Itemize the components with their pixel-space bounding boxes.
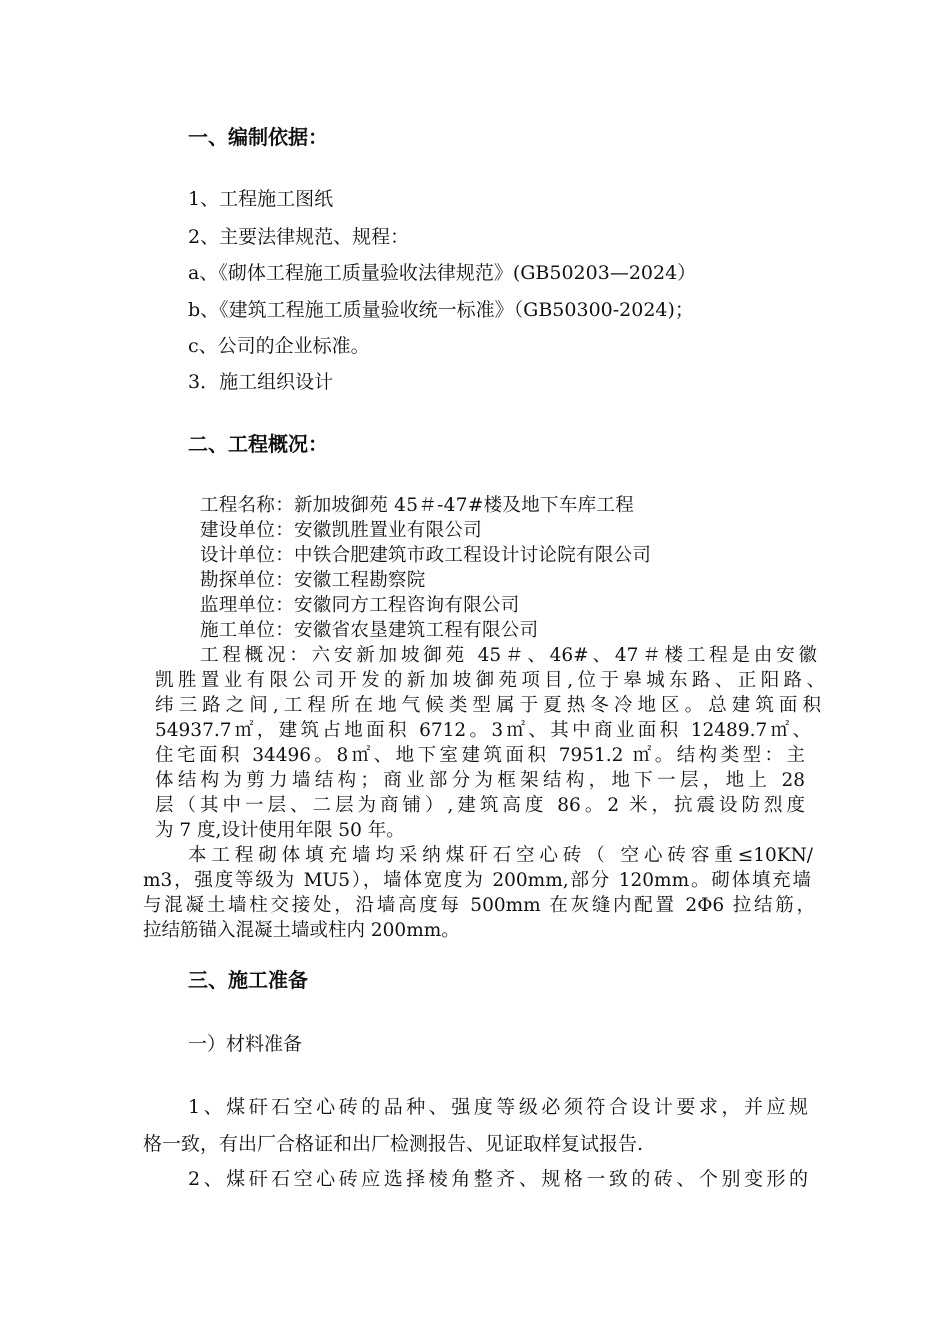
basis-item-a: a、《砌体工程施工质量验收法律规范》(GB50203—2024） bbox=[188, 262, 697, 284]
overview-line-4: 54937.7㎡，建筑占地面积 6712。3㎡、其中商业面积 12489.7㎡、 bbox=[155, 720, 811, 741]
masonry-line-4: 拉结筋锚入混凝土墙或柱内 200mm。 bbox=[143, 920, 460, 941]
materials-para2-line-1: 2、煤矸石空心砖应选择棱角整齐、规格一致的砖、个别变形的 bbox=[188, 1168, 808, 1190]
field-project-name: 工程名称：新加坡御苑 45＃-47#楼及地下车库工程 bbox=[200, 495, 635, 516]
subheading-materials: 一）材料准备 bbox=[188, 1033, 303, 1055]
field-developer: 建设单位：安徽凯胜置业有限公司 bbox=[200, 520, 483, 541]
field-supervisor: 监理单位：安徽同方工程咨询有限公司 bbox=[200, 595, 520, 616]
masonry-line-2: m3，强度等级为 MU5），墙体宽度为 200mm,部分 120mm。砌体填充墙 bbox=[143, 870, 811, 891]
section-heading-basis: 一、编制依据： bbox=[188, 125, 328, 149]
overview-line-6: 体结构为剪力墙结构；商业部分为框架结构，地下一层，地上 28 bbox=[155, 770, 805, 791]
basis-item-1: 1、工程施工图纸 bbox=[188, 188, 334, 210]
overview-line-7: 层（其中一层、二层为商铺）,建筑高度 86。2 米，抗震设防烈度 bbox=[155, 795, 805, 816]
materials-para1-line-1: 1、煤矸石空心砖的品种、强度等级必须符合设计要求，并应规 bbox=[188, 1096, 808, 1118]
field-designer: 设计单位：中铁合肥建筑市政工程设计讨论院有限公司 bbox=[200, 545, 652, 566]
overview-line-3: 纬三路之间,工程所在地气候类型属于夏热冬冷地区。总建筑面积 bbox=[155, 695, 821, 716]
masonry-line-3: 与混凝土墙柱交接处，沿墙高度每 500mm 在灰缝内配置 2Φ6 拉结筋， bbox=[143, 895, 815, 916]
basis-item-b: b、《建筑工程施工质量验收统一标准》（GB50300-2024)； bbox=[188, 299, 694, 321]
section-heading-overview: 二、工程概况： bbox=[188, 432, 328, 456]
overview-line-2: 凯胜置业有限公司开发的新加坡御苑项目,位于皋城东路、正阳路、 bbox=[155, 670, 825, 691]
materials-para1-line-2: 格一致，有出厂合格证和出厂检测报告、见证取样复试报告. bbox=[143, 1133, 644, 1155]
basis-item-3: 3．施工组织设计 bbox=[188, 371, 334, 393]
section-heading-preparation: 三、施工准备 bbox=[188, 968, 308, 992]
field-survey: 勘探单位：安徽工程勘察院 bbox=[200, 570, 426, 591]
masonry-line-1: 本工程砌体填充墙均采纳煤矸石空心砖（ 空心砖容重≤10KN/ bbox=[188, 845, 813, 866]
overview-line-5: 住宅面积 34496。8㎡、地下室建筑面积 7951.2 ㎡。结构类型：主 bbox=[155, 745, 805, 766]
basis-item-2: 2、主要法律规范、规程： bbox=[188, 226, 410, 248]
overview-line-8: 为 7 度,设计使用年限 50 年。 bbox=[155, 820, 405, 841]
basis-item-c: c、公司的企业标准。 bbox=[188, 335, 370, 357]
field-contractor: 施工单位：安徽省农垦建筑工程有限公司 bbox=[200, 620, 539, 641]
overview-line-1: 工程概况：六安新加坡御苑 45＃、46#、47＃楼工程是由安徽 bbox=[200, 645, 817, 666]
